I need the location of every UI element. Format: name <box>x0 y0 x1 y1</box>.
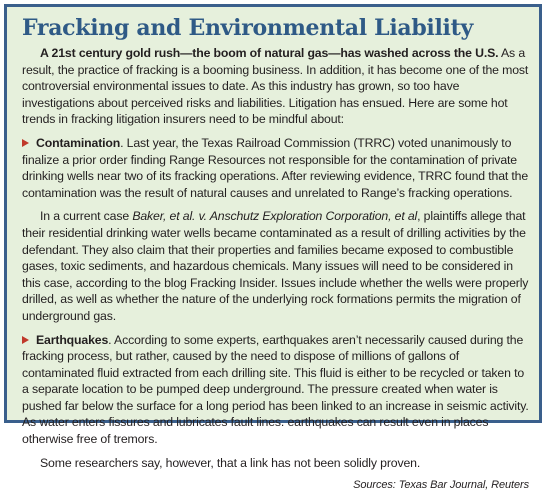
intro-paragraph <box>22 45 529 128</box>
triangle-bullet-icon <box>22 336 29 344</box>
triangle-bullet-icon <box>22 139 29 147</box>
intro-lead: A 21st century gold rush—the boom of natural gas—has washed across the U.S. <box>40 46 499 60</box>
case-name: Baker, et al. v. Anschutz Exploration Corporation, et al <box>132 209 418 224</box>
intro-text: As a result, the practice of fracking is a booming business. In addition, it has become one of the most controversial environmental issues to date. As this industry has grown, so too have investigations about perceived risks and liabilities. Litigation has ensued. Here are some hot trends in fracking litigation insurers need to be mindful about: <box>22 46 529 127</box>
contamination-term: Contamination <box>36 135 121 150</box>
sidebar-box <box>4 4 542 492</box>
case-paragraph <box>22 208 529 324</box>
sources-credit: Sources: Texas Bar Journal, Reuters <box>353 479 529 492</box>
case-post: , plaintiffs allege that their residential drinking water wells became contaminated as a result of drilling activities by the defendant. They also claim that their properties and families became exposed to combustible gases, toxic sediments, and hazardous chemicals. Many issues will need to be considered in this case, according to the blog Fracking Insider. Issues include whether the wells were properly drilled, as well as whether the nature of the underlying rock formations permits the migration of underground gas. <box>22 209 529 323</box>
earthquakes-paragraph <box>22 332 529 448</box>
contamination-paragraph <box>22 135 529 201</box>
earthquakes-term: Earthquakes <box>36 332 109 347</box>
closing-paragraph: Some researchers say, however, that a link has not been solidly proven. <box>40 455 421 470</box>
case-pre: In a current case <box>40 209 133 224</box>
earthquakes-text: . According to some experts, earthquakes aren’t necessarily caused during the fracking process, but rather, caused by the need to dispose of millions of gallons of contaminated fluid extracted from each drilling site. This fluid is either to be recycled or taken to a separate location to be pumped deep underground. The pressure created when water is pushed far below the surface for a long period has been linked to an increase in seismic activity. As water enters fissures and lubricates fault lines. earthquakes can result even in places otherwise free of tremors. <box>22 332 529 447</box>
contamination-text: . Last year, the Texas Railroad Commission (TRRC) voted unanimously to finalize a prior order finding Range Resources not responsible for the contamination of private drinking wells near two of its fracking operations. After reviewing evidence, TRRC found that the contamination was the result of natural causes and unrelated to Range’s fracking operations. <box>22 135 529 200</box>
box-title: Fracking and Environmental Liability <box>22 15 473 41</box>
